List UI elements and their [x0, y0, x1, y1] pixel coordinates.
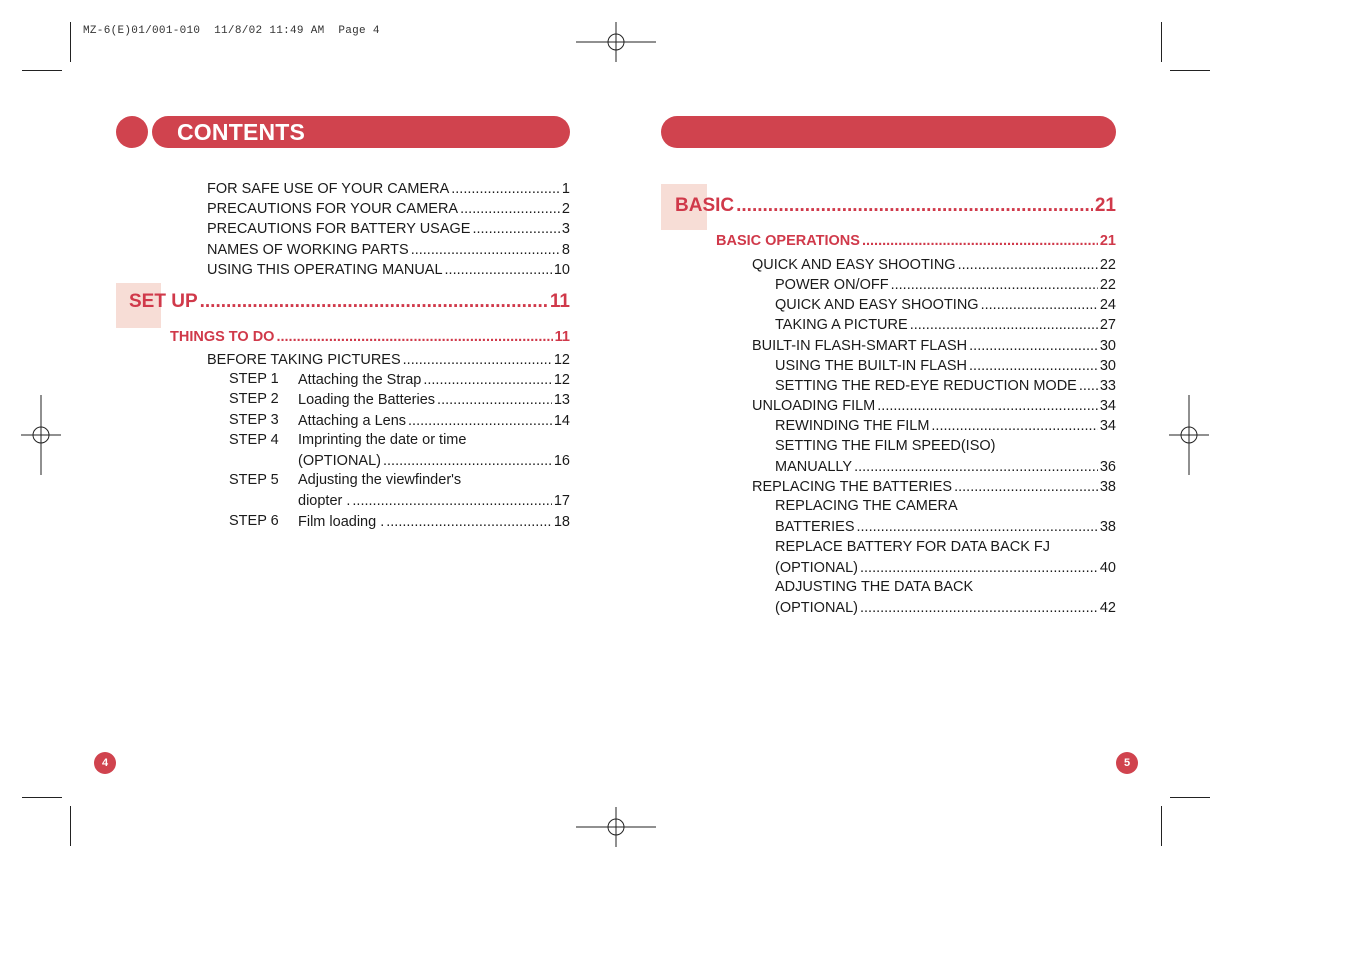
toc-section-setup[interactable]: SET UP ..... 11	[129, 291, 570, 313]
registration-mark-right-icon	[1169, 395, 1209, 475]
page-title: CONTENTS	[177, 119, 306, 145]
toc-entry[interactable]: POWER ON/OFF ..... 22	[775, 276, 1116, 294]
toc-entry[interactable]: (OPTIONAL) ..... 40	[775, 559, 1116, 577]
toc-entry-line: Imprinting the date or time	[298, 432, 467, 448]
toc-entry[interactable]: (OPTIONAL) ..... 42	[775, 599, 1116, 617]
toc-entry[interactable]: Attaching the Strap ..... 12	[298, 371, 570, 389]
toc-entry[interactable]: Attaching a Lens ..... 14	[298, 412, 570, 430]
toc-entry[interactable]: REWINDING THE FILM ..... 34	[775, 417, 1116, 435]
registration-mark-top-icon	[576, 22, 656, 62]
toc-entry[interactable]: NAMES OF WORKING PARTS ..... 8	[207, 241, 570, 259]
toc-entry[interactable]: USING THIS OPERATING MANUAL ..... 10	[207, 261, 570, 279]
toc-entry-line: REPLACE BATTERY FOR DATA BACK FJ	[775, 539, 1051, 555]
registration-mark-bottom-icon	[576, 807, 656, 847]
toc-entry[interactable]: SETTING THE RED-EYE REDUCTION MODE ..... 33	[775, 377, 1116, 395]
step-label: STEP 2	[229, 391, 279, 407]
print-header: MZ-6(E)01/001-010 11/8/02 11:49 AM Page 4	[83, 25, 380, 37]
toc-entry[interactable]: REPLACING THE BATTERIES ..... 38	[752, 478, 1116, 496]
toc-entry[interactable]: UNLOADING FILM ..... 34	[752, 397, 1116, 415]
toc-entry[interactable]: PRECAUTIONS FOR BATTERY USAGE ..... 3	[207, 220, 570, 238]
contents-dot-icon	[116, 116, 148, 148]
toc-entry[interactable]: USING THE BUILT-IN FLASH ..... 30	[775, 357, 1116, 375]
toc-entry[interactable]: PRECAUTIONS FOR YOUR CAMERA ..... 2	[207, 200, 570, 218]
step-label: STEP 6	[229, 513, 279, 529]
toc-section-basic[interactable]: BASIC ..... 21	[675, 195, 1116, 217]
page-number-left: 4	[94, 752, 116, 774]
toc-entry-line: ADJUSTING THE DATA BACK	[775, 579, 974, 595]
registration-mark-left-icon	[21, 395, 61, 475]
toc-entry[interactable]: BUILT-IN FLASH-SMART FLASH ..... 30	[752, 337, 1116, 355]
step-label: STEP 5	[229, 472, 279, 488]
toc-subsection-things-to-do[interactable]: THINGS TO DO ..... 11	[170, 329, 570, 345]
toc-entry[interactable]: diopter . ..... 17	[298, 492, 570, 510]
toc-entry[interactable]: (OPTIONAL) ..... 16	[298, 452, 570, 470]
toc-entry-line: SETTING THE FILM SPEED(ISO)	[775, 438, 996, 454]
toc-entry[interactable]: MANUALLY ..... 36	[775, 458, 1116, 476]
page-number-right: 5	[1116, 752, 1138, 774]
contents-banner	[152, 116, 570, 148]
toc-entry-line: Adjusting the viewfinder's	[298, 472, 462, 488]
toc-entry[interactable]: QUICK AND EASY SHOOTING ..... 22	[752, 256, 1116, 274]
toc-entry[interactable]: FOR SAFE USE OF YOUR CAMERA ..... 1	[207, 180, 570, 198]
step-label: STEP 3	[229, 412, 279, 428]
toc-subsection-basic-operations[interactable]: BASIC OPERATIONS ..... 21	[716, 233, 1116, 249]
toc-entry[interactable]: BATTERIES ..... 38	[775, 518, 1116, 536]
toc-entry[interactable]: BEFORE TAKING PICTURES ..... 12	[207, 351, 570, 369]
toc-entry[interactable]: Loading the Batteries ..... 13	[298, 391, 570, 409]
toc-entry-line: REPLACING THE CAMERA	[775, 498, 958, 514]
right-banner	[661, 116, 1116, 148]
step-label: STEP 4	[229, 432, 279, 448]
toc-entry[interactable]: Film loading . ..... 18	[298, 513, 570, 531]
step-label: STEP 1	[229, 371, 279, 387]
toc-entry[interactable]: TAKING A PICTURE ..... 27	[775, 316, 1116, 334]
toc-entry[interactable]: QUICK AND EASY SHOOTING ..... 24	[775, 296, 1116, 314]
